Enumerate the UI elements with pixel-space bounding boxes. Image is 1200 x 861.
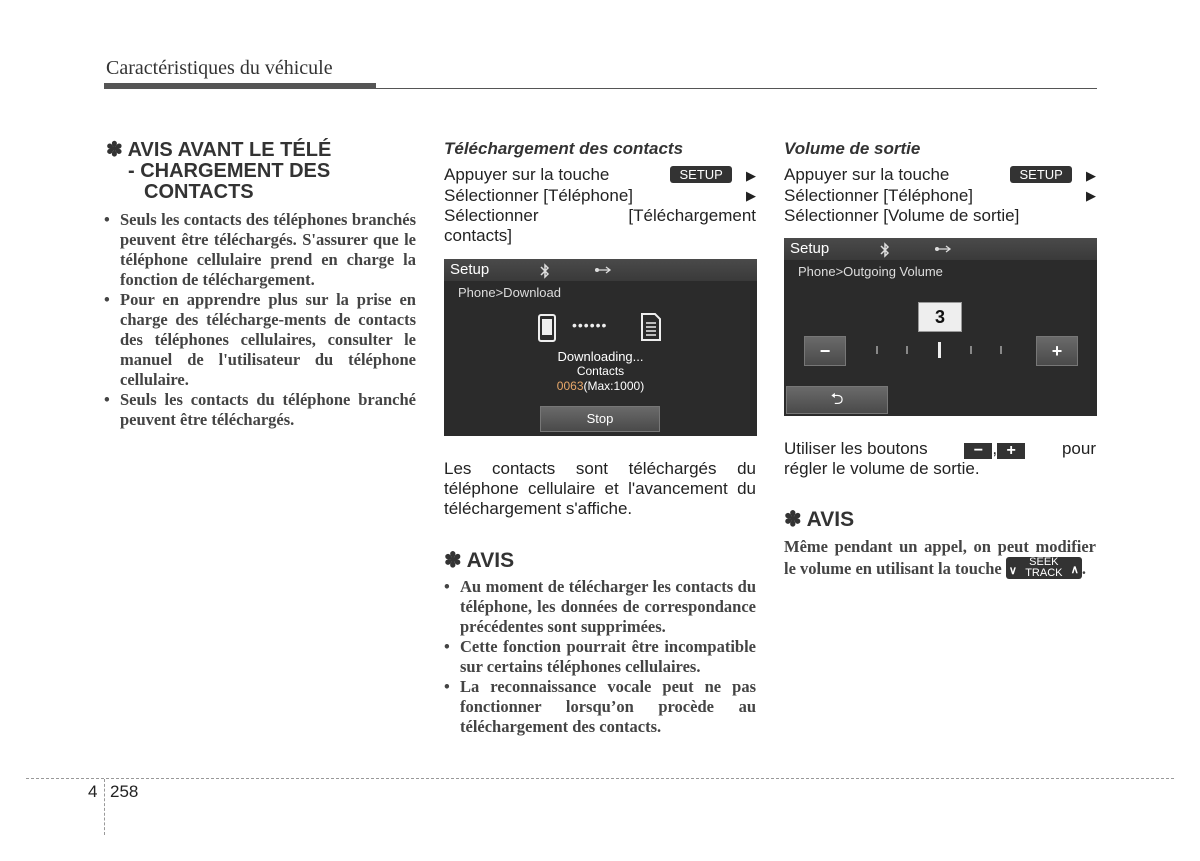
setup-key-badge: SETUP xyxy=(1010,166,1071,183)
plus-key-icon: + xyxy=(997,443,1025,459)
setup-key-badge: SETUP xyxy=(670,166,731,183)
bluetooth-icon xyxy=(538,263,552,279)
list-item: • Seuls les contacts du téléphone branché peuvent être téléchargés. xyxy=(104,390,416,430)
usb-icon xyxy=(934,244,952,254)
volume-tick xyxy=(970,346,972,354)
screen-title: Setup xyxy=(790,240,830,257)
header-rule-thick xyxy=(104,83,376,89)
list-item: • La reconnaissance vocale peut ne pas fonctionner lorsqu’on procède au téléchargement des contacts. xyxy=(444,677,756,737)
instr-line1: Appuyer sur la touche xyxy=(444,165,610,184)
seek-track-key-icon xyxy=(1006,557,1082,579)
volume-instructions xyxy=(784,165,1096,226)
notice-heading-line3: CONTACTS xyxy=(144,181,254,203)
chapter-number: 4 xyxy=(88,782,98,801)
instr-line3: Sélectionner [Téléchargement xyxy=(444,206,756,225)
arrow-icon: ▶ xyxy=(1086,188,1096,203)
bluetooth-icon xyxy=(878,242,892,258)
page-number: 258 xyxy=(110,782,139,801)
comma: , xyxy=(992,439,998,458)
download-description: Les contacts sont téléchargés du téléphone cellulaire et l'avancement du téléchargement s'affiche. xyxy=(444,459,756,518)
notice-heading xyxy=(106,140,416,203)
avis-text xyxy=(784,537,1096,579)
volume-thumb[interactable] xyxy=(938,342,941,358)
volume-desc-b: pour xyxy=(1061,439,1096,458)
download-instructions xyxy=(444,165,756,246)
volume-tick xyxy=(906,346,908,354)
volume-subheading: Volume de sortie xyxy=(784,139,921,158)
notice-list xyxy=(104,210,416,430)
usb-icon xyxy=(594,265,612,275)
volume-value: 3 xyxy=(918,302,962,332)
list-item: • Seuls les contacts des téléphones branchés peuvent être téléchargés. S'assurer que le téléphone cellulaire prend en charge la fonction de téléchargement. xyxy=(104,210,416,290)
stop-button[interactable]: Stop xyxy=(540,406,660,432)
volume-description xyxy=(784,439,1096,479)
avis-heading: ✽ AVIS xyxy=(444,549,515,572)
avis-text-a: Même pendant un appel, on peut modifier le volume en utilisant la touche xyxy=(784,537,1096,578)
download-screen xyxy=(444,259,757,436)
minus-key-icon: − xyxy=(964,443,992,459)
download-status: Downloading... xyxy=(557,349,644,364)
header-rule-thin xyxy=(376,88,1097,89)
volume-down-button[interactable]: − xyxy=(804,336,846,366)
notice-heading-line2: - CHARGEMENT DES xyxy=(128,160,331,182)
chevron-up-icon: ∧ xyxy=(1070,564,1079,576)
instr-line1: Appuyer sur la touche xyxy=(784,165,950,184)
instr-line3: Sélectionner [Volume de sortie] xyxy=(784,206,1020,225)
running-header: Caractéristiques du véhicule xyxy=(106,57,333,79)
volume-screen xyxy=(784,238,1097,416)
screen-title: Setup xyxy=(450,261,490,278)
arrow-icon: ▶ xyxy=(746,168,756,183)
back-button[interactable] xyxy=(786,386,888,414)
instr-line2: Sélectionner [Téléphone] xyxy=(784,186,974,205)
arrow-icon: ▶ xyxy=(1086,168,1096,183)
download-count-value: 0063 xyxy=(556,379,584,393)
volume-desc-a: Utiliser les boutons xyxy=(784,439,928,458)
contacts-list-icon xyxy=(640,313,662,341)
list-item: • Pour en apprendre plus sur la prise en charge des télécharge-ments de contacts des téléphones cellulaires, consulter le manuel de l'utilisateur du téléphone cellulaire. xyxy=(104,290,416,390)
avis-list xyxy=(444,577,756,737)
screen-path: Phone>Outgoing Volume xyxy=(798,264,943,279)
volume-up-button[interactable]: + xyxy=(1036,336,1078,366)
track-label: TRACK xyxy=(1025,567,1063,579)
download-count xyxy=(444,379,757,393)
progress-dots: •••••• xyxy=(572,317,608,333)
avis-text-b: . xyxy=(1081,559,1086,578)
list-item: • Au moment de télécharger les contacts du téléphone, les données de correspondance précédentes sont supprimées. xyxy=(444,577,756,637)
avis-heading: ✽ AVIS xyxy=(784,508,855,531)
seek-label: SEEK xyxy=(1029,556,1059,568)
volume-slider[interactable] xyxy=(854,342,1024,358)
footer-rule xyxy=(26,778,1174,779)
back-arrow-icon: ⮌ xyxy=(830,391,844,408)
download-type: Contacts xyxy=(576,364,625,378)
volume-desc-c: régler le volume de sortie. xyxy=(784,459,980,478)
screen-path: Phone>Download xyxy=(458,285,561,300)
instr-line4: contacts] xyxy=(444,226,513,245)
download-count-max: (Max:1000) xyxy=(583,379,645,393)
arrow-icon: ▶ xyxy=(746,188,756,203)
phone-icon xyxy=(538,314,556,342)
volume-tick xyxy=(876,346,878,354)
notice-heading-line1: ✽ AVIS AVANT LE TÉLÉ xyxy=(106,139,332,161)
list-item: • Cette fonction pourrait être incompatible sur certains téléphones cellulaires. xyxy=(444,637,756,677)
chevron-down-icon: ∨ xyxy=(1008,565,1017,577)
instr-line2: Sélectionner [Téléphone] xyxy=(444,186,634,205)
footer-vertical-rule xyxy=(104,779,105,835)
download-subheading: Téléchargement des contacts xyxy=(444,139,684,158)
volume-tick xyxy=(1000,346,1002,354)
